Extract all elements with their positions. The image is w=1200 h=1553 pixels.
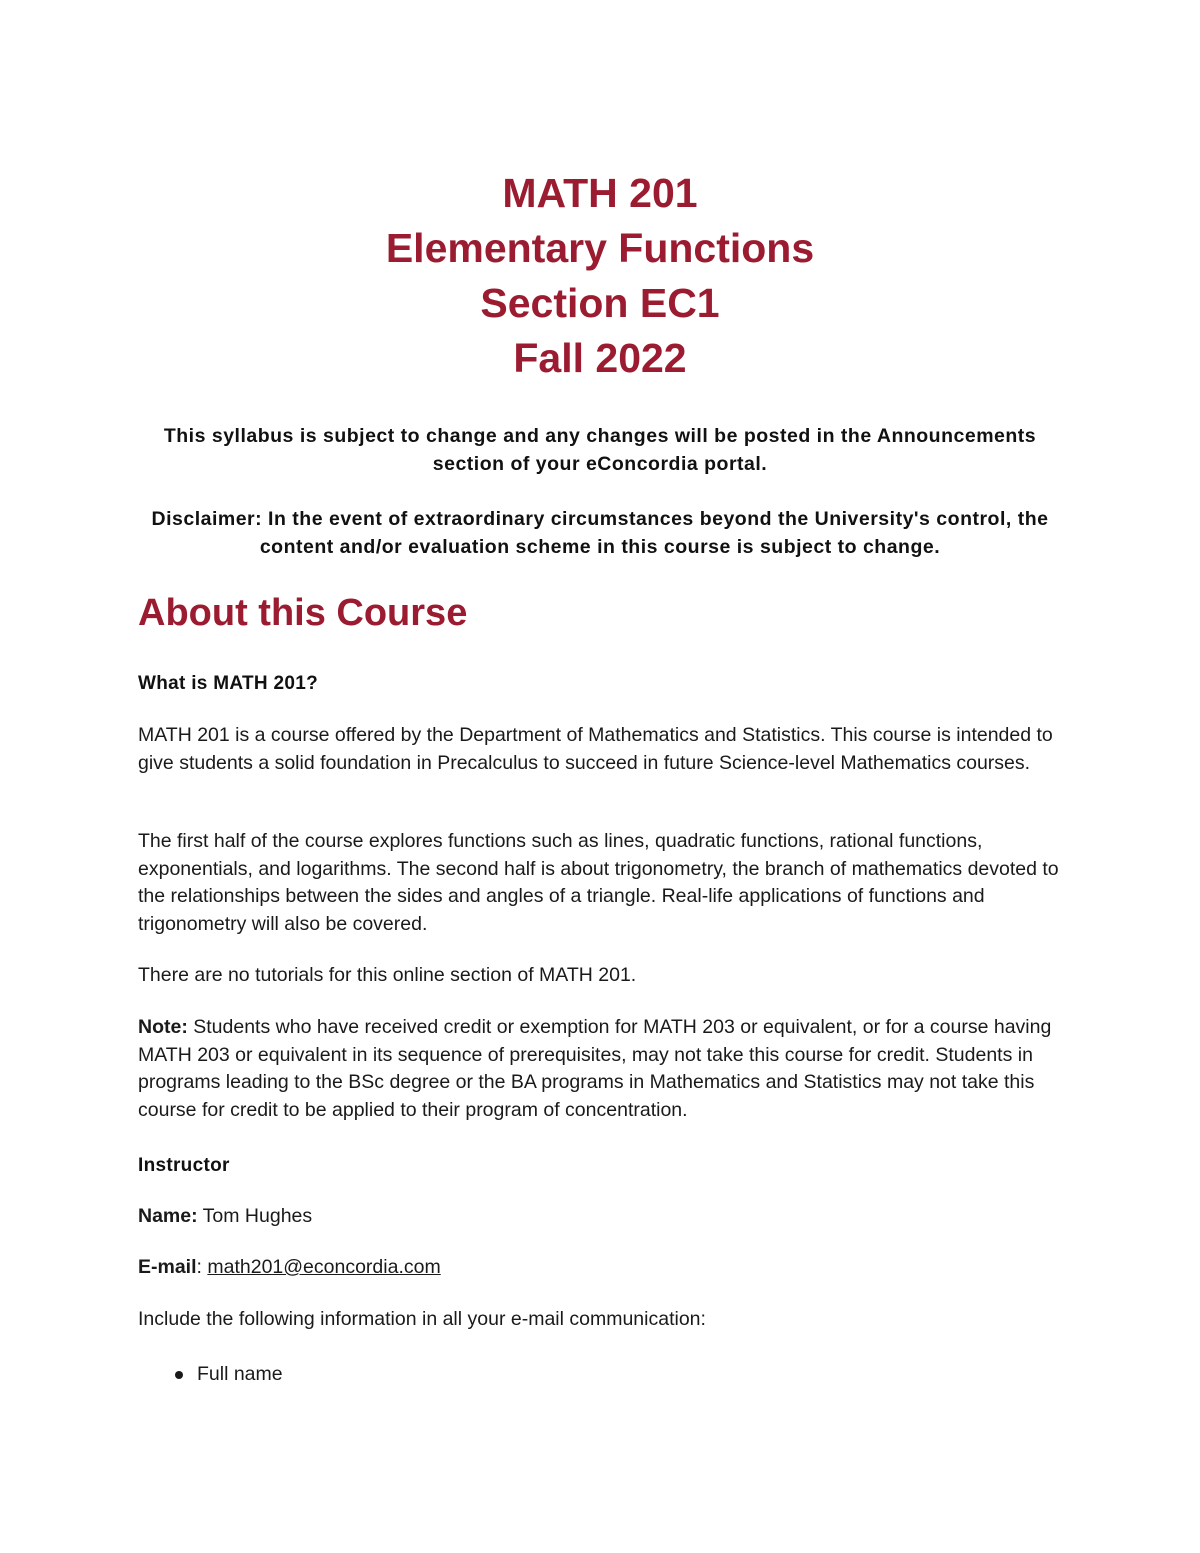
instructor-email-line xyxy=(138,1254,1073,1282)
list-item-text: Full name xyxy=(197,1363,283,1385)
disclaimer-notice: Disclaimer: In the event of extraordinary circumstances beyond the University's control, the content and/or evaluation scheme in this course is subject to change. xyxy=(151,508,1049,558)
bullet-icon xyxy=(175,1371,183,1379)
about-paragraph-1: MATH 201 is a course offered by the Department of Mathematics and Statistics. This course is intended to give students a solid foundation in Precalculus to succeed in future Science-level Mathematics courses. xyxy=(138,724,1053,774)
email-separator: : xyxy=(196,1256,208,1278)
about-paragraph-3: There are no tutorials for this online section of MATH 201. xyxy=(138,964,637,986)
title-block xyxy=(0,166,1200,386)
email-label: E-mail xyxy=(138,1256,197,1278)
note-text: Students who have received credit or exemption for MATH 203 or equivalent, or for a course having MATH 203 or equivalent in its sequence of prerequisites, may not take this course for credit. Students in programs leading to the BSc degree or the BA programs in Mathematics and Statistics may not take this course for credit to be applied to their program of concentration. xyxy=(138,1016,1052,1121)
name-label: Name: xyxy=(138,1205,198,1227)
email-link[interactable]: math201@econcordia.com xyxy=(207,1256,441,1278)
instructor-name-line xyxy=(138,1203,1073,1231)
about-heading: About this Course xyxy=(138,592,468,634)
course-name: Elementary Functions xyxy=(385,225,815,271)
instructor-name: Tom Hughes xyxy=(197,1205,313,1227)
instructor-heading: Instructor xyxy=(138,1155,230,1176)
about-paragraph-2: The first half of the course explores functions such as lines, quadratic functions, rational functions, exponentials, and logarithms. The second half is about trigonometry, the branch of mathematics devoted to the relationships between the sides and angles of a triangle. Real-life applications of functions and trigonometry will also be covered. xyxy=(138,830,1059,935)
what-is-heading: What is MATH 201? xyxy=(138,673,318,694)
list-item xyxy=(138,1361,283,1388)
email-info-list xyxy=(138,1361,283,1388)
change-notice: This syllabus is subject to change and any changes will be posted in the Announcements section of your eConcordia portal. xyxy=(163,425,1037,475)
course-term: Fall 2022 xyxy=(513,335,687,381)
email-intro: Include the following information in all your e-mail communication: xyxy=(138,1308,706,1330)
course-section: Section EC1 xyxy=(480,280,720,326)
course-code: MATH 201 xyxy=(502,170,698,216)
note-paragraph xyxy=(138,1014,1073,1124)
note-label: Note: xyxy=(138,1016,188,1038)
